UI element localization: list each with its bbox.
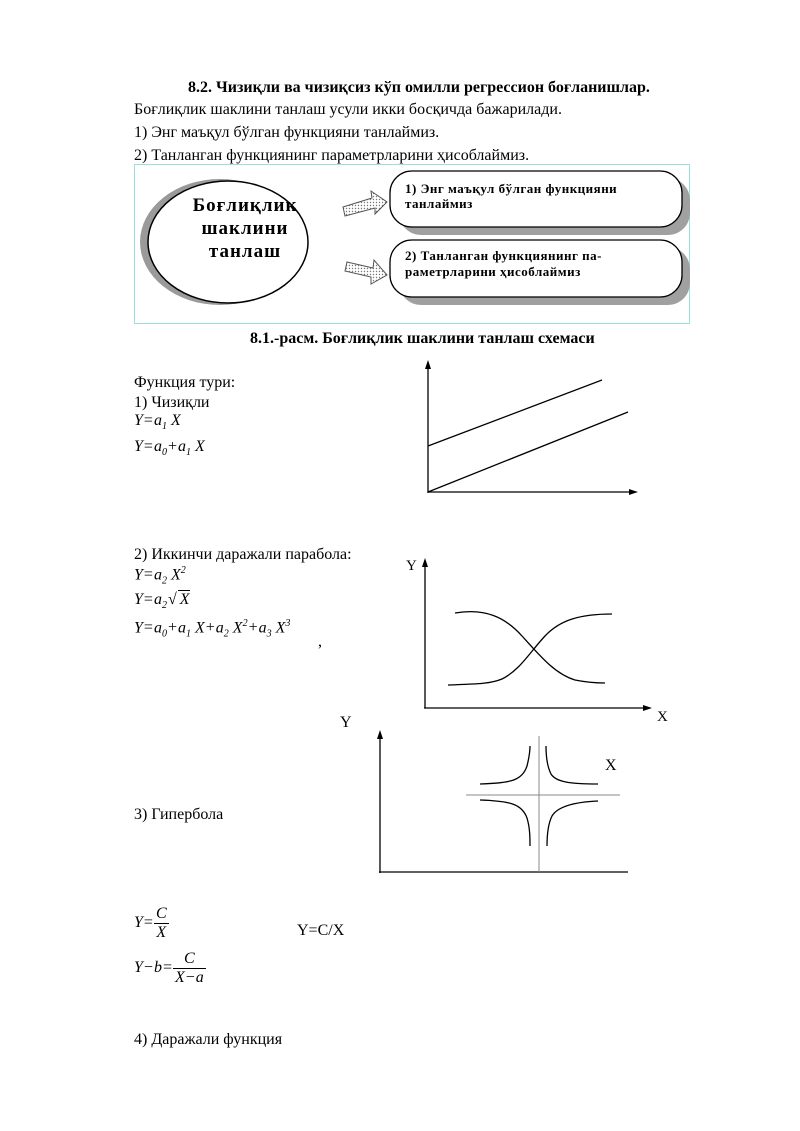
hyperbola-formula-2: Y−b= $\frac{C}{X-a}$ bbox=[134, 950, 204, 986]
parabola-y-label: Y bbox=[406, 558, 417, 574]
linear-x-arrow-icon bbox=[629, 489, 638, 495]
parabola-x-arrow-icon bbox=[643, 705, 652, 711]
linear-title: 1) Чизиқли bbox=[134, 394, 210, 411]
parabola-title: 2) Иккинчи даражали парабола: bbox=[134, 546, 352, 563]
intro-line-1: Боғлиқлик шаклини танлаш усули икки босқичда бажарилади. bbox=[134, 101, 562, 118]
parabola-curve-rising bbox=[448, 614, 612, 685]
intro-line-3: 2) Танланган функциянинг параметрларини ҳисоблаймиз. bbox=[134, 147, 530, 164]
box-1-text-2: танлаймиз bbox=[405, 196, 473, 211]
hyperbola-x-label: X bbox=[605, 757, 617, 774]
linear-line-upper bbox=[428, 380, 602, 446]
linear-formula-2: $Y=a_0+a_1$ X bbox=[134, 438, 205, 459]
section-heading: 8.2. Чизиқли ва чизиқсиз кўп омилли регрессион боғланишлар. bbox=[188, 79, 650, 96]
scheme-svg bbox=[135, 165, 691, 325]
function-type-label: Функция тури: bbox=[134, 374, 236, 391]
parabola-x-label: X bbox=[657, 709, 668, 725]
linear-formula-1: $Y=a_1$ X bbox=[134, 412, 181, 433]
power-function-title: 4) Даражали функция bbox=[134, 1031, 283, 1048]
parabola-comma: , bbox=[318, 633, 322, 650]
hyperbola-formula-1: Y= $\frac{C}{X}$ bbox=[134, 905, 167, 941]
box-2-text-1: 2) Танланган функциянинг па- bbox=[405, 248, 602, 263]
hyperbola-y-arrow-icon bbox=[377, 730, 383, 739]
box-2-text-2: раметрларини ҳисоблаймиз bbox=[405, 264, 581, 279]
parabola-graph bbox=[400, 552, 680, 727]
hyperbola-y-label: Y bbox=[340, 714, 352, 731]
oval-text-1: Боғлиқлик bbox=[192, 195, 298, 216]
parabola-curve-falling bbox=[455, 612, 605, 683]
intro-line-2: 1) Энг маъқул бўлган функцияни танлаймиз. bbox=[134, 124, 440, 141]
arrow-1-icon bbox=[343, 191, 387, 216]
oval-text-3: танлаш bbox=[208, 241, 282, 262]
parabola-formula-1: $Y=a_2$ $X^2$ bbox=[134, 565, 186, 587]
parabola-y-arrow-icon bbox=[422, 558, 428, 567]
parabola-formula-3: $Y=a_0+a_1$ $X+a_2$ $X^2+a_3$ $X^3$ bbox=[134, 618, 291, 640]
hyperbola-branch-top-left bbox=[480, 746, 530, 784]
scheme-figure bbox=[134, 164, 690, 324]
box-1-text-1: 1) Энг маъқул бўлган функцияни bbox=[405, 181, 618, 196]
oval-text-2: шаклини bbox=[201, 218, 289, 239]
parabola-formula-2: $Y=a_2√$ X bbox=[134, 591, 190, 612]
hyperbola-graph bbox=[370, 726, 640, 876]
hyperbola-branch-bottom-right bbox=[547, 801, 598, 846]
linear-graph bbox=[420, 358, 650, 503]
linear-line-lower bbox=[428, 412, 628, 492]
hyperbola-formula-text: Y=C/X bbox=[297, 922, 345, 939]
linear-y-arrow-icon bbox=[425, 360, 431, 369]
hyperbola-title: 3) Гипербола bbox=[134, 806, 224, 823]
hyperbola-branch-top-right bbox=[546, 746, 598, 784]
arrow-2-icon bbox=[345, 260, 387, 284]
hyperbola-branch-bottom-left bbox=[480, 800, 530, 846]
figure-caption: 8.1.-расм. Боғлиқлик шаклини танлаш схемаси bbox=[250, 330, 595, 347]
